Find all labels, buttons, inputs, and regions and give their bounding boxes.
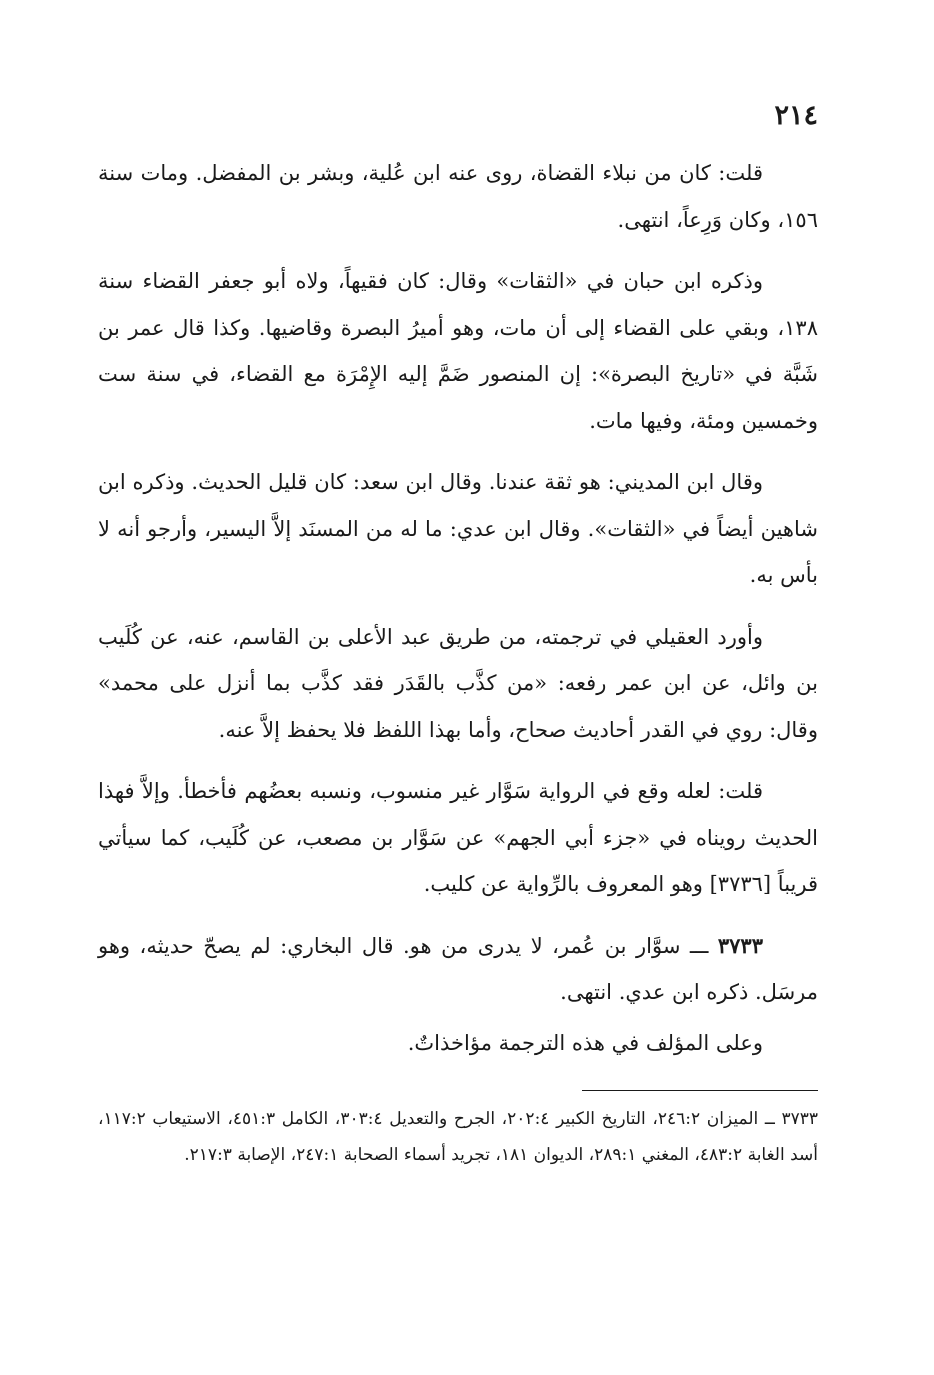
closing-remark: وعلى المؤلف في هذه الترجمة مؤاخذاتٌ. [407,1030,763,1055]
paragraph-note: قلت: لعله وقع في الرواية سَوَّار غير منسوب، ونسبه بعضُهم فأخطأ. وإلاَّ فهذا الحديث رويناه في «جزء أبي الجهم» عن سَوَّار بن مصعب، عن كُلَيب، كما سيأتي قريباً [٣٧٣٦] وهو المعروف بالرِّواية عن كليب. [98,779,818,896]
paragraph-judges: قلت: كان من نبلاء القضاة، روى عنه ابن عُلية، وبشر بن المفضل. ومات سنة ١٥٦، وكان وَرِعاً، انتهى. [98,161,818,232]
entry-3733 [98,923,818,1016]
paragraph-ibn-hibban: وذكره ابن حبان في «الثقات» وقال: كان فقيهاً، ولاه أبو جعفر القضاء سنة ١٣٨، وبقي على القضاء إلى أن مات، وهو أميرُ البصرة وقاضيها. وكذا قال عمر بن شَبَّة في «تاريخ البصرة»: إن المنصور ضَمَّ إليه الإِمْرَة مع القضاء، في سنة ست وخمسين ومئة، وفيها مات. [98,269,818,433]
entry-number: ٣٧٣٣ [717,932,763,958]
entry-separator: ـــ [689,933,709,958]
paragraph-uqayli: وأورد العقيلي في ترجمته، من طريق عبد الأعلى بن القاسم، عنه، عن كُلَيب بن وائل، عن ابن عمر رفعه: «من كذَّب بالقَدَر فقد كذَّب بما أنزل على محمد» وقال: روي في القدر أحاديث صحاح، وأما بهذا اللفظ فلا يحفظ إلاَّ عنه. [98,624,818,742]
footnote-divider [582,1090,818,1091]
book-page [98,96,818,1173]
page-number: ٢١٤ [774,100,818,131]
footnote: ٣٧٣٣ ــ الميزان ٢٤٦:٢، التاريخ الكبير ٢٠٢:٤، الجرح والتعديل ٣٠٣:٤، الكامل ٤٥١:٣، الاستيعاب ١١٧:٢، أسد الغابة ٤٨٣:٢، المغني ٢٨٩:١، الديوان ١٨١، تجريد أسماء الصحابة ٢٤٧:١، الإصابة ٢١٧:٣. [98,1109,818,1165]
paragraph-ibn-madini: وقال ابن المديني: هو ثقة عندنا. وقال ابن سعد: كان قليل الحديث. وذكره ابن شاهين أيضاً في «الثقات». وقال ابن عدي: ما له من المسنَد إلاَّ اليسير، وأرجو أنه لا بأس به. [98,470,818,587]
entry-text: سوَّار بن عُمر، لا يدرى من هو. قال البخاري: لم يصحّ حديثه، وهو مرسَل. ذكره ابن عدي. انتهى. [98,933,818,1004]
